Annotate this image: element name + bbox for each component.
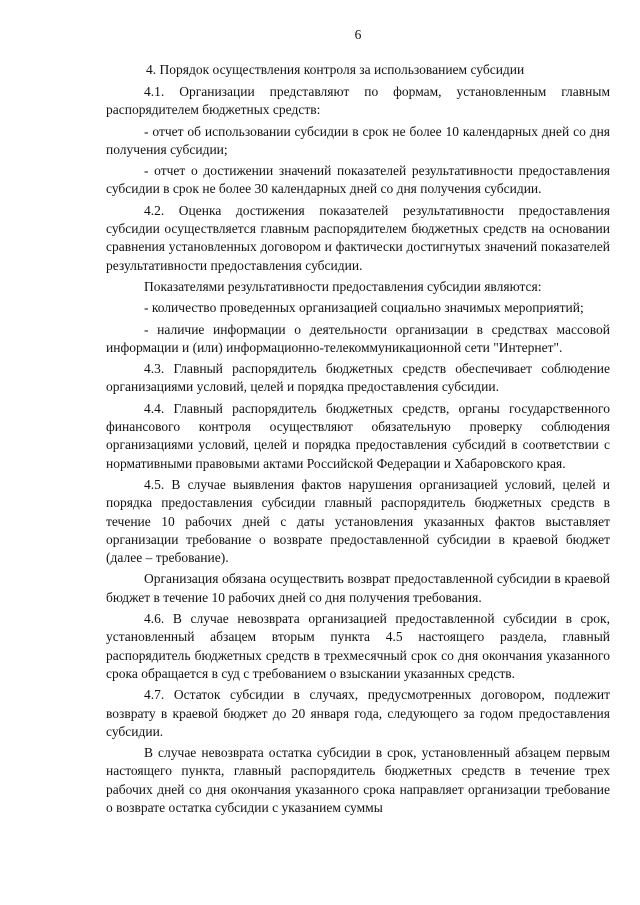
paragraph-indicator-events: - количество проведенных организацией социально значимых мероприятий; xyxy=(144,300,584,316)
paragraph-4-5: 4.5. В случае выявления фактов нарушения организацией условий, целей и порядка предоставления субсидии главный распорядитель бюджетных средств в течение 10 рабочих дней с даты установления указанных фактов выставляет организации требование о возврате предоставленной субсидии в краевой бюджет (далее – требование). xyxy=(106,476,610,566)
paragraph-4-2: 4.2. Оценка достижения показателей результативности предоставления субсидии осуществляется главным распорядителем бюджетных средств на основании сравнения установленных договором и фактически достигнутых значений показателей результативности предоставления субсидии. xyxy=(106,202,610,273)
paragraph-4-3: 4.3. Главный распорядитель бюджетных средств обеспечивает соблюдение организациями условий, целей и порядка предоставления субсидии. xyxy=(106,361,610,395)
document-body xyxy=(106,83,610,817)
page-number: 6 xyxy=(354,27,362,42)
section-heading: 4. Порядок осуществления контроля за использованием субсидии xyxy=(146,62,525,77)
paragraph-4-4: 4.4. Главный распорядитель бюджетных средств, органы государственного финансового контроля осуществляют обязательную проверку соблюдения организациями условий, целей и порядка предоставления субсидий в соответствии с нормативными правовыми актами Российской Федерации и Хабаровского края. xyxy=(106,400,610,471)
paragraph-indicators-intro: Показателями результативности предоставления субсидии являются: xyxy=(144,278,542,294)
document-page xyxy=(106,26,610,820)
paragraph-report-indicators: - отчет о достижении значений показателей результативности предоставления субсидии в срок не более 30 календарных дней со дня получения субсидии. xyxy=(106,163,610,197)
paragraph-remainder-nonreturn: В случае невозврата остатка субсидии в срок, установленный абзацем первым настоящего пункта, главный распорядитель бюджетных средств в течение трех рабочих дней со дня окончания указанного срока направляет организации требование о возврате остатка субсидии с указанием суммы xyxy=(106,745,610,815)
paragraph-4-6: 4.6. В случае невозврата организацией предоставленной субсидии в срок, установленный абзацем вторым пункта 4.5 настоящего раздела, главный распорядитель бюджетных средств в трехмесячный срок со дня окончания указанного срока обращается в суд с требованием о взыскании указанных средств. xyxy=(106,611,610,681)
paragraph-indicator-media: - наличие информации о деятельности организации в средствах массовой информации и (или) информационно-телекоммуникационной сети "Интернет". xyxy=(106,321,610,355)
paragraph-4-7: 4.7. Остаток субсидии в случаях, предусмотренных договором, подлежит возврату в краевой бюджет до 20 января года, следующего за годом предоставления субсидии. xyxy=(106,687,610,739)
paragraph-refund-obligation: Организация обязана осуществить возврат предоставленной субсидии в краевой бюджет в течение 10 рабочих дней со дня получения требования. xyxy=(106,571,610,605)
paragraph-report-usage: - отчет об использовании субсидии в срок не более 10 календарных дней со дня получения субсидии; xyxy=(106,123,610,157)
paragraph-4-1: 4.1. Организации представляют по формам, установленным главным распорядителем бюджетных средств: xyxy=(106,84,610,118)
